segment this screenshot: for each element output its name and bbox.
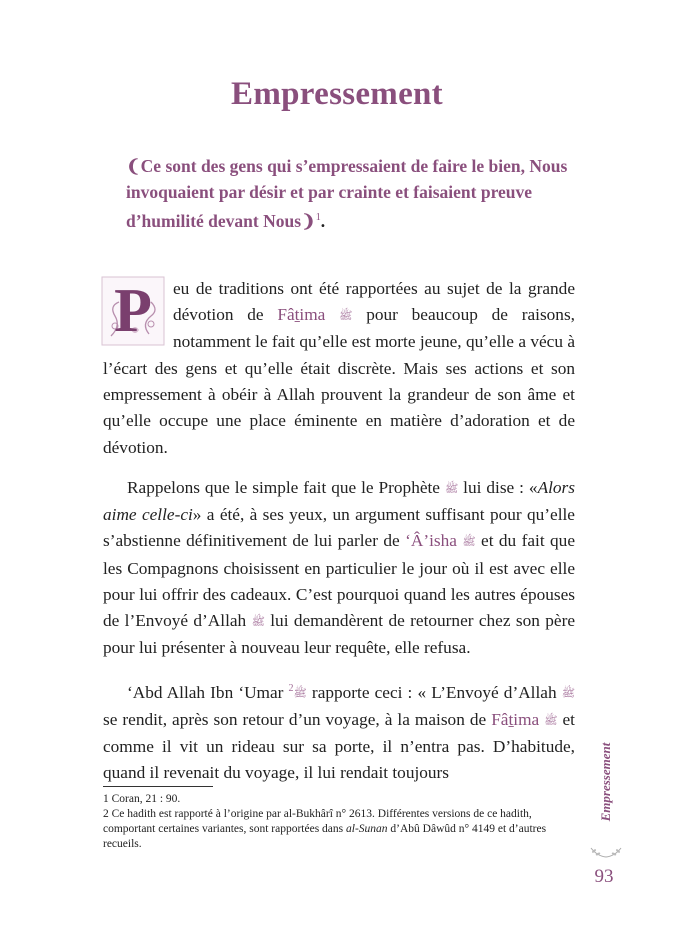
footnote-2 — [103, 807, 575, 852]
p2-text-d: et du fait que les Compagnons choisissent en particulier le jour où il est avec elle pour lui offrir des cadeaux. C’est pourquoi quand les autres épouses de l’Envoyé d’Allah — [103, 531, 575, 631]
p2-text-b: lui dise : « — [458, 477, 538, 497]
honorific-icon: ﷺ — [544, 714, 558, 727]
p3-text-c: se rendit, après son retour d’un voyage, à la maison de — [103, 709, 492, 729]
verse-open-mark: ❨ — [126, 156, 141, 176]
p1-text-b: pour beaucoup de raisons, notamment le fait qu’elle est morte jeune, qu’elle a vécu à l’écart des gens et qu’elle était discrète. Mais ses actions et son empressement à obéir à Allah prouvent la grandeur de son âme et qu’elle occupe une place éminente en matière d’adoration et de dévotion. — [103, 305, 575, 457]
p2-text-e: lui demandèrent de retourner chez son père pour lui présenter à nouveau leur requête, elle refusa. — [103, 611, 576, 658]
verse-end: . — [320, 210, 326, 231]
page-number: 93 — [594, 866, 614, 887]
verse-text: Ce sont des gens qui s’empressaient de faire le bien, Nous invoquaient par désir et par crainte et faisaient preuve d’humilité devant Nous — [126, 156, 568, 231]
honorific-icon: ﷺ — [293, 687, 307, 700]
name-fatima: Fâṯima — [277, 305, 326, 325]
footnote-2-text-a: 2 Ce hadith est rapporté à l’origine par al-Bukhârî n° 2613. Différentes versions de ce hadith, comportant certaines variantes, sont rapportées dans — [103, 808, 532, 835]
footnote-1: 1 Coran, 21 : 90. — [103, 793, 181, 805]
honorific-icon: ﷺ — [251, 616, 265, 629]
running-side-title — [596, 738, 616, 828]
honorific-icon: ﷺ — [561, 687, 576, 700]
quote-italic: Alors aime celle-ci — [103, 477, 576, 525]
footnote-2-italic: al-Sunan — [346, 823, 388, 835]
honorific-icon: ﷺ — [339, 310, 353, 323]
honorific-icon: ﷺ — [462, 536, 476, 549]
honorific-icon: ﷺ — [444, 482, 459, 495]
body-text — [103, 276, 575, 800]
footnote-separator — [103, 786, 213, 787]
footnote-ref-1: 1 — [315, 212, 321, 223]
quran-verse — [126, 153, 586, 234]
name-fatima: Fâṯima — [491, 709, 540, 729]
p1-text-a: eu de traditions ont été rapportées au sujet de la grande dévotion de — [173, 279, 575, 325]
p3-text-b: rapporte ceci : « L’Envoyé d’Allah — [306, 682, 562, 702]
p2-text-c: » a été, à ses yeux, un argument suffisant pour qu’elle s’abstienne définitivement de lui parler de — [103, 505, 575, 551]
name-aisha: ‘Â’isha — [405, 531, 457, 551]
footnotes — [103, 792, 575, 852]
paragraph-3 — [103, 676, 575, 787]
laurel-ornament-icon — [588, 842, 624, 860]
p3-text-d: et comme il vit un rideau sur sa porte, il n’entra pas. D’habitude, quand il revenait du voyage, il lui rendait toujours — [103, 709, 575, 783]
drop-cap-letter: P — [114, 277, 152, 345]
drop-cap-ornament — [101, 276, 165, 346]
verse-close-mark: ❩ — [301, 210, 316, 231]
footnote-ref-2: 2 — [288, 682, 294, 694]
p3-text-a: ‘Abd Allah Ibn ‘Umar — [127, 682, 289, 702]
paragraph-1 — [103, 276, 575, 461]
side-title-text: Empressement — [598, 742, 613, 822]
p2-text-a: Rappelons que le simple fait que le Prophète — [127, 477, 445, 497]
paragraph-2 — [103, 475, 575, 662]
chapter-title: Empressement — [231, 76, 443, 112]
footnote-2-text-b: d’Abû Dâwûd n° 4149 et d’autres recueils. — [103, 823, 547, 850]
